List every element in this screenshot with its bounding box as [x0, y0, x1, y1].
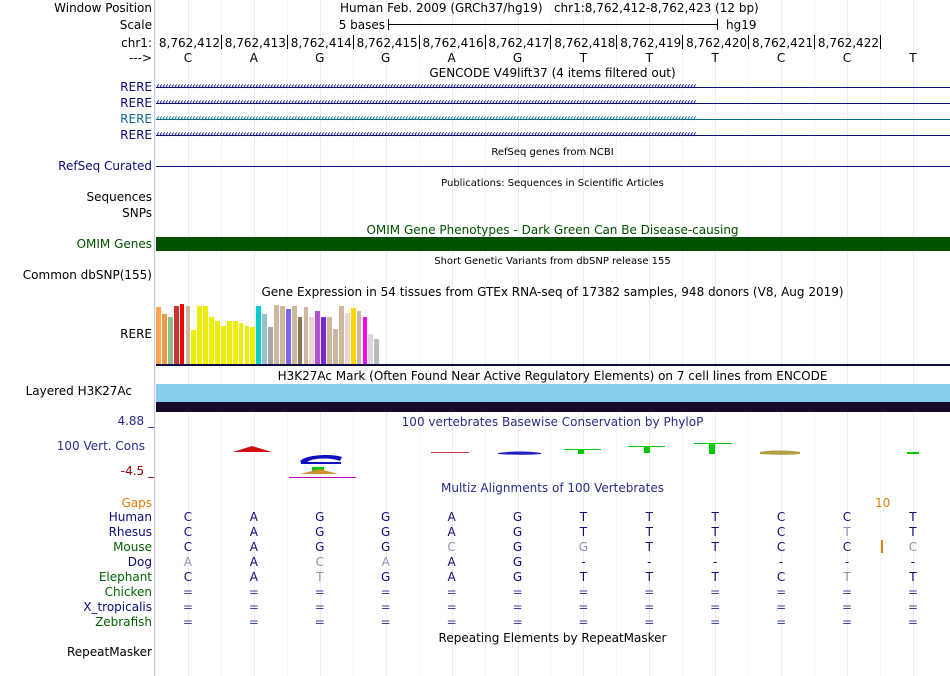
- alignment-base: =: [182, 585, 193, 599]
- alignment-base: =: [841, 600, 853, 614]
- position-label: 8,762,414: [290, 36, 352, 50]
- repeatmasker-track-label[interactable]: RepeatMasker: [66, 645, 152, 659]
- phylop-bar-pos12: [907, 452, 919, 454]
- snps-label[interactable]: SNPs: [122, 206, 152, 220]
- position-label: 8,762,416: [422, 36, 484, 50]
- phylop-min-label: -4.5 _: [120, 464, 154, 478]
- omim-track-label[interactable]: OMIM Genes: [76, 237, 152, 251]
- alignment-base: G: [512, 555, 523, 569]
- gencode-strand-arrows: ‹‹‹‹‹‹‹‹‹‹‹‹‹‹‹‹‹‹‹‹‹‹‹‹‹‹‹‹‹‹‹‹‹‹‹‹‹‹‹‹‹‹‹‹‹‹‹‹‹‹‹‹‹‹‹‹‹‹‹‹‹‹‹‹‹‹‹‹‹‹‹‹‹‹‹‹‹‹‹‹‹‹‹‹‹‹‹‹‹‹‹‹‹‹‹‹‹‹‹‹‹‹‹‹‹‹‹‹‹‹‹‹‹‹‹‹‹‹‹‹‹‹‹‹‹‹‹‹‹‹‹‹‹‹‹‹‹‹‹‹‹‹‹‹‹‹‹‹‹‹‹‹‹‹‹‹‹‹‹‹‹‹‹‹‹‹‹‹‹‹‹‹‹‹‹‹‹‹‹‹: [156, 113, 696, 124]
- position-label: 8,762,413: [224, 36, 286, 50]
- alignment-base: =: [182, 600, 193, 614]
- alignment-base: =: [644, 600, 655, 614]
- window-title: Human Feb. 2009 (GRCh37/hg19) chr1:8,762,412-8,762,423 (12 bp): [340, 1, 759, 15]
- alignment-base: T: [711, 570, 719, 584]
- reference-base: A: [447, 51, 456, 65]
- species-label[interactable]: Chicken: [104, 585, 152, 599]
- alignment-base: G: [512, 570, 523, 584]
- alignment-base: =: [710, 600, 721, 614]
- gencode-strand-arrows: ‹‹‹‹‹‹‹‹‹‹‹‹‹‹‹‹‹‹‹‹‹‹‹‹‹‹‹‹‹‹‹‹‹‹‹‹‹‹‹‹‹‹‹‹‹‹‹‹‹‹‹‹‹‹‹‹‹‹‹‹‹‹‹‹‹‹‹‹‹‹‹‹‹‹‹‹‹‹‹‹‹‹‹‹‹‹‹‹‹‹‹‹‹‹‹‹‹‹‹‹‹‹‹‹‹‹‹‹‹‹‹‹‹‹‹‹‹‹‹‹‹‹‹‹‹‹‹‹‹‹‹‹‹‹‹‹‹‹‹‹‹‹‹‹‹‹‹‹‹‹‹‹‹‹‹‹‹‹‹‹‹‹‹‹‹‹‹‹‹‹‹‹‹‹‹‹‹‹‹‹: [156, 97, 696, 108]
- alignment-base: =: [380, 600, 391, 614]
- species-label[interactable]: Mouse: [113, 540, 152, 554]
- species-label[interactable]: Human: [108, 510, 152, 524]
- alignment-base: G: [578, 540, 589, 554]
- alignment-base: =: [446, 600, 457, 614]
- position-label: 8,762,422: [817, 36, 879, 50]
- alignment-base: T: [645, 570, 653, 584]
- reference-base: G: [381, 51, 391, 65]
- alignment-base: C: [447, 540, 456, 554]
- alignment-base: =: [841, 585, 853, 599]
- reference-base: C: [776, 51, 786, 65]
- multiz-track-title[interactable]: Multiz Alignments of 100 Vertebrates: [440, 481, 665, 495]
- dbsnp-track-label[interactable]: Common dbSNP(155): [22, 268, 152, 282]
- alignment-base: G: [512, 540, 523, 554]
- gaps-label[interactable]: Gaps: [121, 496, 152, 510]
- alignment-base: C: [315, 555, 324, 569]
- phylop-track-title[interactable]: 100 vertebrates Basewise Conservation by PhyloP: [401, 415, 704, 429]
- alignment-base: G: [512, 525, 523, 539]
- alignment-base: =: [314, 600, 325, 614]
- alignment-base: C: [183, 570, 193, 584]
- alignment-base: T: [579, 525, 588, 539]
- alignment-base: A: [249, 555, 258, 569]
- phylop-track-label[interactable]: 100 Vert. Cons: [56, 439, 145, 453]
- reference-base: C: [842, 51, 852, 65]
- alignment-base: =: [578, 585, 589, 599]
- species-label[interactable]: Zebrafish: [95, 615, 152, 629]
- gencode-transcript-label[interactable]: RERE: [120, 128, 152, 142]
- reference-base: G: [512, 51, 523, 65]
- position-label: 8,762,419: [620, 36, 682, 50]
- phylop-logo-a: [233, 446, 272, 452]
- alignment-base: C: [183, 540, 193, 554]
- alignment-base: T: [711, 510, 719, 524]
- alignment-base: A: [447, 525, 456, 539]
- phylop-logo-g-base: [301, 462, 341, 464]
- gtex-track-title[interactable]: Gene Expression in 54 tissues from GTEx RNA-seq of 17382 samples, 948 donors (V8, Aug 2019): [261, 285, 844, 299]
- alignment-base: T: [843, 525, 851, 539]
- alignment-base: -: [713, 555, 718, 569]
- position-label: 8,762,421: [752, 36, 814, 50]
- gencode-track-title[interactable]: GENCODE V49lift37 (4 items filtered out): [429, 66, 676, 80]
- alignment-base: -: [581, 555, 586, 569]
- alignment-base: =: [710, 585, 721, 599]
- species-label[interactable]: X_tropicalis: [83, 600, 152, 614]
- alignment-base: G: [512, 510, 523, 524]
- alignment-base: T: [843, 570, 851, 584]
- alignment-base: A: [249, 510, 258, 524]
- alignment-base: =: [776, 585, 787, 599]
- alignment-base: T: [579, 510, 588, 524]
- assembly-label: hg19: [726, 18, 757, 32]
- alignment-base: T: [909, 510, 917, 524]
- alignment-base: =: [380, 585, 391, 599]
- phylop-bar-pos5: [431, 452, 469, 453]
- phylop-marks: [233, 443, 919, 478]
- alignment-base: C: [842, 510, 852, 524]
- strand-label: --->: [128, 51, 152, 65]
- alignment-base: =: [578, 615, 589, 629]
- refseq-track-label[interactable]: RefSeq Curated: [58, 159, 152, 173]
- window-position-label: Window Position: [54, 1, 152, 15]
- alignment-base: C: [908, 540, 918, 554]
- omim-track-title[interactable]: OMIM Gene Phenotypes - Dark Green Can Be Disease-causing: [366, 223, 739, 237]
- phylop-bar-pos7-peak: [578, 449, 584, 454]
- alignment-base: =: [644, 585, 655, 599]
- gencode-transcript-label[interactable]: RERE: [120, 80, 152, 94]
- reference-base: T: [909, 51, 917, 65]
- alignment-base: =: [578, 600, 589, 614]
- phylop-logo-g: [300, 455, 342, 463]
- alignment-base: T: [909, 525, 917, 539]
- refseq-track-title[interactable]: RefSeq genes from NCBI: [491, 147, 614, 158]
- alignment-base: G: [315, 540, 325, 554]
- alignment-base: =: [248, 585, 259, 599]
- position-label: 8,762,418: [554, 36, 616, 50]
- alignment-base: =: [248, 615, 259, 629]
- alignment-base: T: [909, 570, 917, 584]
- alignment-base: =: [314, 615, 325, 629]
- scale-text: 5 bases: [338, 18, 385, 32]
- alignment-base: =: [248, 600, 259, 614]
- species-label[interactable]: Dog: [127, 555, 152, 569]
- alignment-base: A: [381, 555, 390, 569]
- alignment-base: G: [381, 570, 391, 584]
- alignment-base: G: [315, 525, 325, 539]
- alignment-base: A: [249, 540, 258, 554]
- alignment-base: T: [645, 525, 653, 539]
- reference-base: T: [645, 51, 653, 65]
- alignment-base: G: [381, 525, 391, 539]
- position-label: 8,762,412: [158, 36, 220, 50]
- phylop-max-label: 4.88 _: [117, 414, 154, 428]
- alignment-base: =: [512, 615, 523, 629]
- alignment-base: T: [579, 570, 588, 584]
- alignment-base: =: [446, 615, 457, 629]
- species-label[interactable]: Rhesus: [108, 525, 152, 539]
- alignment-base: G: [315, 510, 325, 524]
- reference-base: C: [183, 51, 193, 65]
- alignment-base: T: [316, 570, 324, 584]
- phylop-neg-bar: [289, 477, 356, 478]
- alignment-base: -: [647, 555, 652, 569]
- publications-track-title[interactable]: Publications: Sequences in Scientific Articles: [441, 178, 664, 189]
- alignment-base: =: [512, 600, 523, 614]
- alignment-base: C: [776, 525, 786, 539]
- alignment-base: C: [842, 540, 852, 554]
- alignment-base: A: [447, 510, 456, 524]
- alignment-base: A: [183, 555, 192, 569]
- alignment-base: A: [249, 525, 258, 539]
- alignment-base: =: [710, 615, 721, 629]
- gencode-strand-arrows: ‹‹‹‹‹‹‹‹‹‹‹‹‹‹‹‹‹‹‹‹‹‹‹‹‹‹‹‹‹‹‹‹‹‹‹‹‹‹‹‹‹‹‹‹‹‹‹‹‹‹‹‹‹‹‹‹‹‹‹‹‹‹‹‹‹‹‹‹‹‹‹‹‹‹‹‹‹‹‹‹‹‹‹‹‹‹‹‹‹‹‹‹‹‹‹‹‹‹‹‹‹‹‹‹‹‹‹‹‹‹‹‹‹‹‹‹‹‹‹‹‹‹‹‹‹‹‹‹‹‹‹‹‹‹‹‹‹‹‹‹‹‹‹‹‹‹‹‹‹‹‹‹‹‹‹‹‹‹‹‹‹‹‹‹‹‹‹‹‹‹‹‹‹‹‹‹‹‹‹‹: [156, 129, 696, 140]
- alignment-base: C: [183, 510, 193, 524]
- gap-count: 10: [875, 496, 891, 510]
- alignment-base: C: [776, 510, 786, 524]
- gencode-transcript-label[interactable]: RERE: [120, 96, 152, 110]
- alignment-base: =: [776, 600, 787, 614]
- alignment-base: =: [446, 585, 457, 599]
- alignment-base: A: [447, 555, 456, 569]
- alignment-base: G: [381, 510, 391, 524]
- alignment-base: =: [907, 585, 918, 599]
- alignment-base: -: [778, 555, 784, 569]
- phylop-bar-pos10: [760, 451, 800, 455]
- alignment-base: A: [447, 570, 456, 584]
- alignment-base: T: [645, 540, 653, 554]
- phylop-bar-pos8-peak: [644, 446, 650, 453]
- sequences-label[interactable]: Sequences: [86, 190, 152, 204]
- alignment-base: T: [711, 540, 719, 554]
- alignment-base: =: [644, 615, 655, 629]
- alignment-base: =: [907, 615, 918, 629]
- gtex-gene-label[interactable]: RERE: [120, 327, 152, 341]
- chrom-label: chr1:: [121, 36, 152, 50]
- alignment-base: =: [380, 615, 391, 629]
- reference-base: T: [579, 51, 588, 65]
- h3k27ac-track-label[interactable]: Layered H3K27Ac: [25, 384, 132, 398]
- h3k27ac-track-title[interactable]: H3K27Ac Mark (Often Found Near Active Regulatory Elements) on 7 cell lines from ENCODE: [277, 369, 828, 383]
- scale-label: Scale: [119, 18, 152, 32]
- alignment-base: =: [314, 585, 325, 599]
- position-label: 8,762,417: [488, 36, 550, 50]
- reference-base: G: [315, 51, 325, 65]
- alignment-base: C: [183, 525, 193, 539]
- position-label: 8,762,415: [356, 36, 418, 50]
- alignment-base: =: [841, 615, 853, 629]
- alignment-base: C: [776, 570, 786, 584]
- reference-base: T: [711, 51, 719, 65]
- alignment-base: =: [907, 600, 918, 614]
- gap-marker: [881, 540, 883, 553]
- gencode-strand-arrows: ‹‹‹‹‹‹‹‹‹‹‹‹‹‹‹‹‹‹‹‹‹‹‹‹‹‹‹‹‹‹‹‹‹‹‹‹‹‹‹‹‹‹‹‹‹‹‹‹‹‹‹‹‹‹‹‹‹‹‹‹‹‹‹‹‹‹‹‹‹‹‹‹‹‹‹‹‹‹‹‹‹‹‹‹‹‹‹‹‹‹‹‹‹‹‹‹‹‹‹‹‹‹‹‹‹‹‹‹‹‹‹‹‹‹‹‹‹‹‹‹‹‹‹‹‹‹‹‹‹‹‹‹‹‹‹‹‹‹‹‹‹‹‹‹‹‹‹‹‹‹‹‹‹‹‹‹‹‹‹‹‹‹‹‹‹‹‹‹‹‹‹‹‹‹‹‹‹‹‹‹: [156, 81, 696, 92]
- alignment-base: =: [776, 615, 787, 629]
- reference-base: A: [249, 51, 258, 65]
- alignment-base: =: [512, 585, 523, 599]
- alignment-base: T: [711, 525, 719, 539]
- phylop-bar-pos6: [498, 452, 541, 455]
- position-label: 8,762,420: [686, 36, 748, 50]
- alignment-base: G: [381, 540, 391, 554]
- alignment-base: A: [249, 570, 258, 584]
- alignment-base: T: [645, 510, 653, 524]
- dbsnp-track-title[interactable]: Short Genetic Variants from dbSNP release 155: [434, 256, 671, 267]
- alignment-base: =: [182, 615, 193, 629]
- phylop-bar-pos9-peak: [709, 443, 715, 454]
- species-label[interactable]: Elephant: [98, 570, 152, 584]
- phylop-logo-c: [300, 469, 338, 474]
- alignment-base: -: [910, 555, 916, 569]
- alignment-base: C: [776, 540, 786, 554]
- gencode-transcript-label[interactable]: RERE: [120, 112, 152, 126]
- alignment-base: -: [844, 555, 850, 569]
- repeatmasker-track-title[interactable]: Repeating Elements by RepeatMasker: [438, 631, 667, 645]
